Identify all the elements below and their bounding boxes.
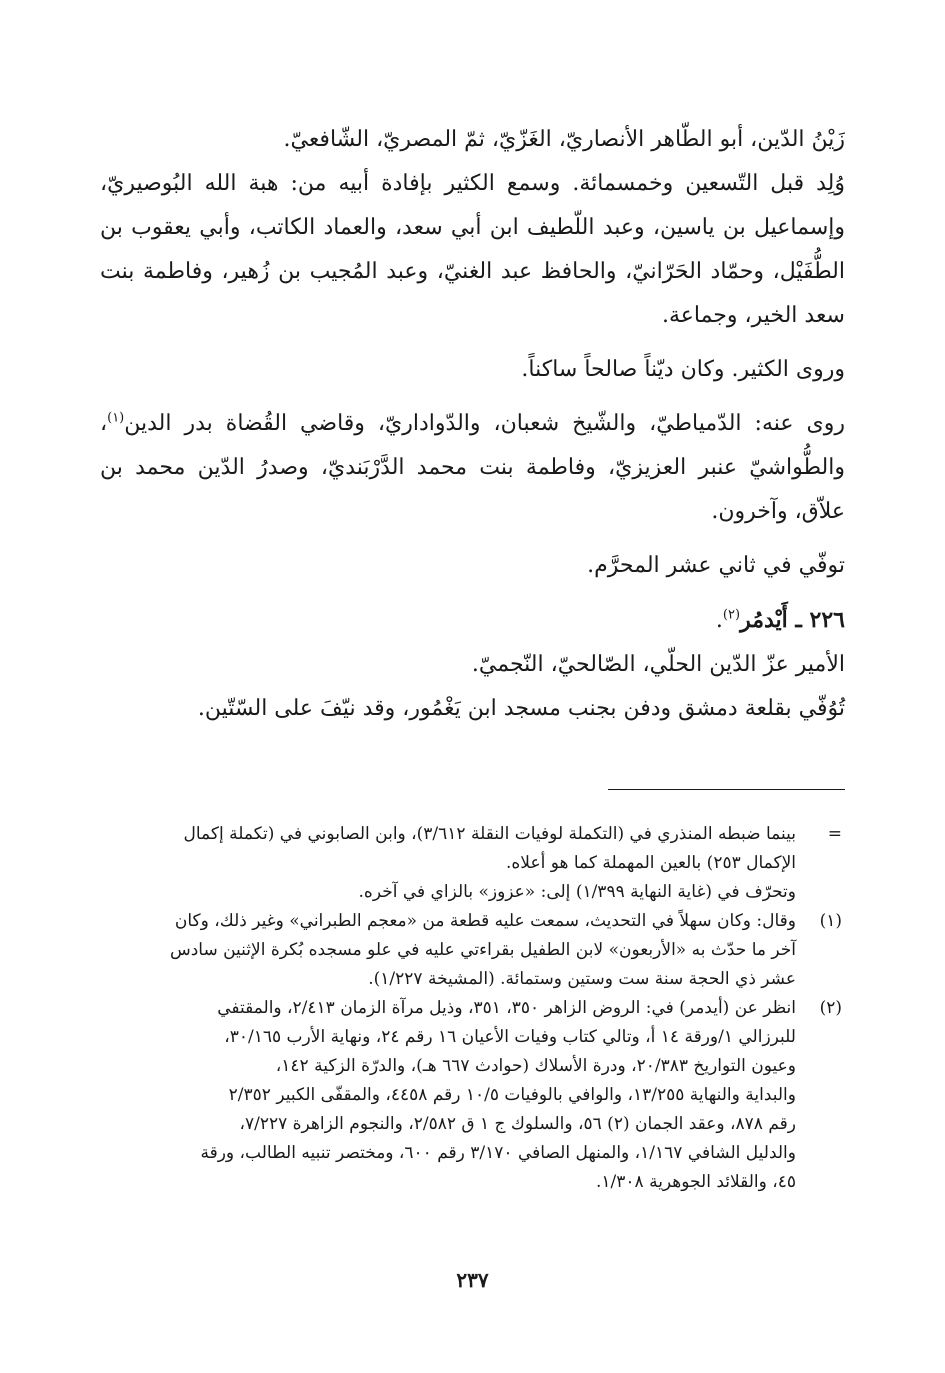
footnote-line: والبداية والنهاية ١٣/٢٥٥، والوافي بالوفيات ١٠/٥ رقم ٤٤٥٨، والمقفّى الكبير ٢/٣٥٢ bbox=[228, 1085, 796, 1105]
footnote-line: بينما ضبطه المنذري في (التكملة لوفيات النقلة ٣/٦١٢)، وابن الصابوني في (تكملة إكمال bbox=[183, 824, 796, 844]
name-line: زَيْنُ الدّين، أبو الطّاهر الأنصاريّ، الغَزّيّ، ثمّ المصريّ، الشّافعيّ. bbox=[283, 127, 845, 152]
footnote-line: انظر عن (أيدمر) في: الروض الزاهر ٣٥٠، ٣٥١، وذيل مرآة الزمان ٢/٤١٣، والمقتفي bbox=[217, 998, 796, 1018]
footnote-line: للبرزالي ١/ورقة ١٤ أ، وتالي كتاب وفيات الأعيان ١٦ رقم ٢٤، ونهاية الأرب ٣٠/١٦٥، bbox=[224, 1027, 796, 1047]
footnote-line: والدليل الشافي ١/١٦٧، والمنهل الصافي ٣/١٧٠ رقم ٦٠٠، ومختصر تنبيه الطالب، ورقة bbox=[200, 1143, 796, 1163]
footnotes-section bbox=[100, 820, 842, 1197]
entry-death-line: تُوُفّي بقلعة دمشق ودفن بجنب مسجد ابن يَغْمُور، وقد نيّفَ على السّتّين. bbox=[197, 696, 845, 721]
entry-title-line: الأمير عزّ الدّين الحلّي، الصّالحيّ، النّجميّ. bbox=[471, 652, 845, 677]
footnote-line: عشر ذي الحجة سنة ست وستين وستمائة. (المشيخة ١/٢٢٧). bbox=[368, 969, 796, 989]
footnote-1 bbox=[100, 907, 842, 994]
footnote-divider bbox=[608, 789, 845, 790]
footnote-line: وقال: وكان سهلاً في التحديث، سمعت عليه قطعة من «معجم الطبراني» وغير ذلك، وكان bbox=[174, 911, 796, 931]
footnote-marker: (٢) bbox=[819, 998, 842, 1018]
entry-heading-line bbox=[100, 598, 845, 643]
footnote-line: وتحرّف في (غاية النهاية ١/٣٩٩) إلى: «عزوز» بالزاي في آخره. bbox=[358, 882, 796, 902]
footnote-line: الإكمال ٢٥٣) بالعين المهملة كما هو أعلاه. bbox=[505, 853, 796, 873]
entry-heading: ٢٢٦ ـ أَيْدمُر bbox=[740, 607, 845, 633]
students-paragraph bbox=[100, 402, 845, 534]
footnote-2 bbox=[100, 994, 842, 1197]
footnote-line: رقم ٨٧٨، وعقد الجمان (٢) ٥٦، والسلوك ج ١ ق ٢/٥٨٢، والنجوم الزاهرة ٧/٢٢٧، bbox=[239, 1114, 796, 1134]
students-text-start: روى عنه: الدّمياطيّ، والشّيخ شعبان، والدّواداريّ، وقاضي القُضاة بدر الدين bbox=[124, 411, 845, 436]
students-text-end: ، والطُّواشيّ عنبر العزيزيّ، وفاطمة بنت محمد الدَّرْبَنديّ، وصدرُ الدّين محمد بن علاّق، وآخرون. bbox=[100, 411, 845, 524]
birth-paragraph: وُلِد قبل التّسعين وخمسمائة. وسمع الكثير بإفادة أبيه من: هبة الله البُوصيريّ، وإسماعيل بن ياسين، وعبد اللّطيف ابن أبي سعد، والعماد الكاتب، وأبي يعقوب بن الطُّفَيْل، وحمّاد الحَرّانيّ، والحافظ عبد الغنيّ، وعبد المُجيب بن زُهير، وفاطمة بنت سعد الخير، وجماعة. bbox=[100, 171, 845, 328]
footnote-ref-2: (٢) bbox=[722, 607, 741, 623]
footnote-continuation bbox=[100, 820, 842, 907]
footnote-marker: = bbox=[827, 824, 842, 844]
footnote-body bbox=[100, 820, 796, 907]
narration-paragraph: وروى الكثير. وكان ديّناً صالحاً ساكناً. bbox=[521, 357, 845, 382]
footnote-line: ٤٥، والقلائد الجوهرية ١/٣٠٨. bbox=[596, 1172, 796, 1192]
main-text bbox=[100, 118, 845, 731]
footnote-ref-1: (١) bbox=[107, 410, 125, 426]
footnote-body bbox=[100, 994, 796, 1197]
footnote-line: آخر ما حدّث به «الأربعون» لابن الطفيل بقراءتي عليه في علو مسجده بُكرة الإثنين سادس bbox=[169, 940, 796, 960]
entry-heading-end: . bbox=[715, 608, 723, 633]
footnote-marker: (١) bbox=[819, 911, 842, 931]
footnote-body bbox=[100, 907, 796, 994]
footnote-line: وعيون التواريخ ٢٠/٣٨٣، ودرة الأسلاك (حوادث ٦٦٧ هـ)، والدرّة الزكية ١٤٢، bbox=[275, 1056, 796, 1076]
death-paragraph: توفّي في ثاني عشر المحرَّم. bbox=[587, 553, 845, 578]
page-number: ٢٣٧ bbox=[456, 1268, 489, 1292]
